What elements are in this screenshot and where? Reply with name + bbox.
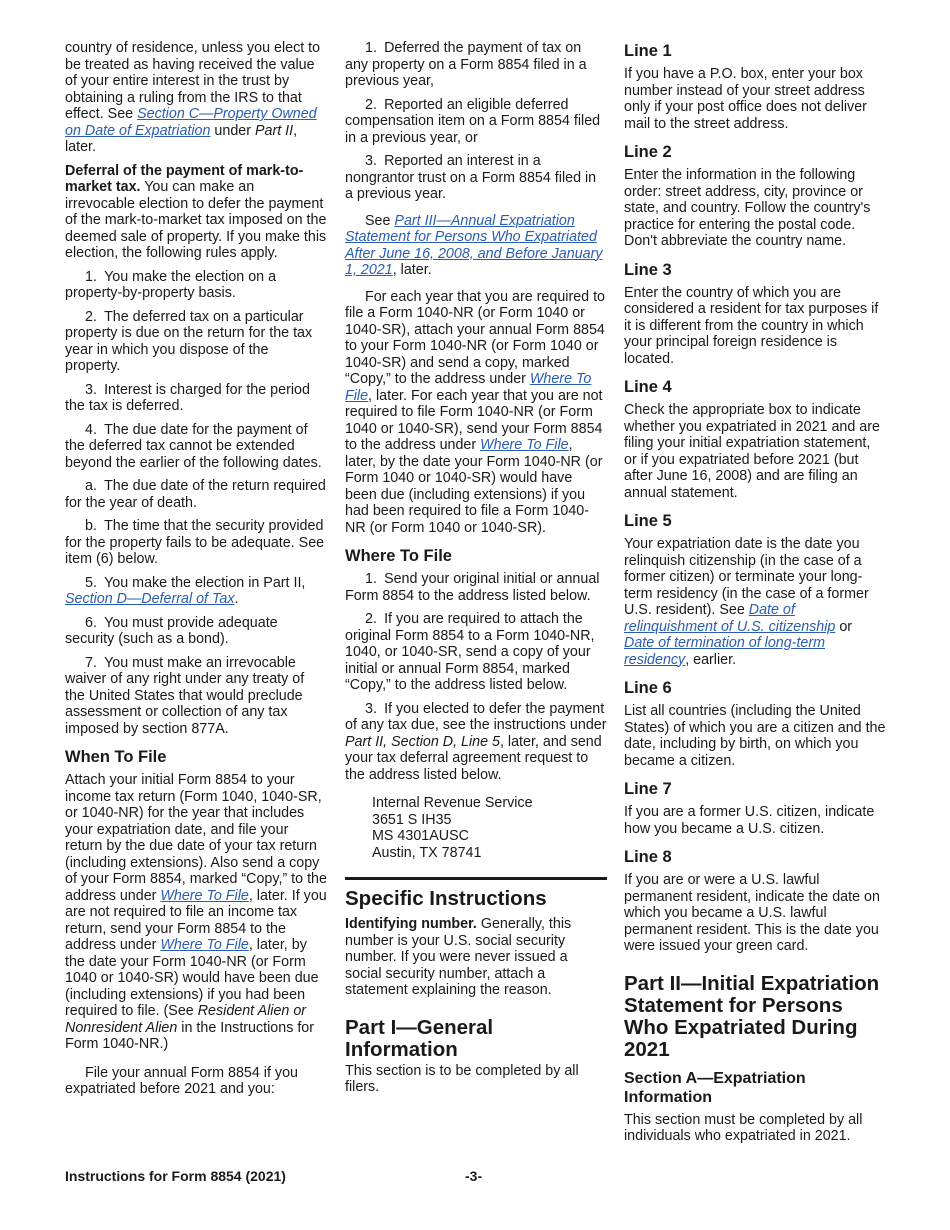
heading-section-a: Section A—Expatriation Information: [624, 1069, 806, 1106]
link-date-relinquishment[interactable]: Date of relinquishment of U.S. citizenship: [624, 602, 836, 635]
paragraph-line-6: List all countries (including the United States) of which you are a citizen and the date, including by birth, on which you became a citizen.: [624, 703, 886, 769]
deferral-rule-4: 4. The due date for the payment of the deferred tax cannot be extended beyond the earlier of the following dates.: [65, 421, 322, 471]
paragraph-each-year: For each year that you are required to file a Form 1040-NR (or Form 1040 or 1040-SR), attach your annual Form 8854 to your Form 1040-NR (or Form 1040 or 1040-SR) and send a copy, marked “Copy,” to the address under Where To File, later. For each year that you are not required to file Form 1040-NR (or Form 1040 or 1040-SR), send your Form 8854 to the address under Where To File, later, by the date your Form 1040-NR (or Form 1040 or 1040-SR) would have been due (including extensions) if you had been required to file a Form 1040-NR (or Form 1040 or 1040-SR).: [345, 288, 606, 536]
heading-part-i: Part I—General Information: [345, 1015, 494, 1061]
paragraph-annual-form: File your annual Form 8854 if you expatriated before 2021 and you:: [65, 1064, 298, 1097]
address-line: Internal Revenue Service: [372, 795, 533, 811]
deferral-rule-7: 7. You must make an irrevocable waiver of any right under any treaty of the United States that would preclude assessment or collection of any tax imposed by section 877A.: [65, 654, 305, 737]
paragraph-trust-election: country of residence, unless you elect to be treated as having received the value of your entire interest in the trust by obtaining a ruling from the IRS to that effect. See Section C—Property Owned on Date of Expatriation under Part II, later.: [65, 40, 321, 155]
paragraph-line-3: Enter the country of which you are considered a resident for tax purposes if it is different from the country in which your principal foreign residence is located.: [624, 284, 879, 367]
page-number: -3-: [465, 1168, 483, 1184]
heading-line-2: Line 2: [624, 143, 672, 161]
link-where-to-file[interactable]: Where To File: [160, 887, 249, 904]
paragraph-see-part-iii: See Part III—Annual Expatriation Statement for Persons Who Expatriated After June 16, 2008, and Before January 1, 2021, later.: [345, 212, 603, 278]
link-section-d[interactable]: Section D—Deferral of Tax: [65, 591, 235, 607]
where-item-2: 2. If you are required to attach the original Form 8854 to a Form 1040-NR, 1040, or 1040-SR, send a copy of your initial or annual Form 8854, marked “Copy,” to the address listed below.: [345, 611, 595, 693]
paragraph-line-7: If you are a former U.S. citizen, indicate how you became a U.S. citizen.: [624, 804, 875, 837]
paragraph-part-i: This section is to be completed by all filers.: [345, 1062, 579, 1095]
where-item-3: 3. If you elected to defer the payment of any tax due, see the instructions under Part II, Section D, Line 5, later, and send your tax deferral agreement request to the address listed below.: [345, 700, 607, 783]
link-section-c[interactable]: Section C—Property Owned on Date of Expatriation: [65, 106, 317, 139]
link-where-to-file[interactable]: Where To File: [345, 371, 592, 404]
heading-where-to-file: Where To File: [345, 547, 452, 565]
deferral-run-in-heading: Deferral of the payment of mark-to-market tax.: [65, 162, 304, 195]
annual-item-3: 3. Reported an interest in a nongrantor trust on a Form 8854 filed in a previous year.: [345, 153, 597, 202]
column-3: [624, 40, 886, 1152]
address-line: MS 4301AUSC: [372, 828, 469, 844]
link-where-to-file[interactable]: Where To File: [480, 437, 569, 453]
paragraph-line-2: Enter the information in the following order: street address, city, province or state, and country. Follow the country's practice for entering the postal code. Don't abbreviate the country name.: [624, 167, 871, 249]
paragraph-section-a: This section must be completed by all individuals who expatriated in 2021.: [624, 1111, 863, 1144]
deferral-rule-3: 3. Interest is charged for the period the tax is deferred.: [65, 381, 310, 414]
link-where-to-file[interactable]: Where To File: [160, 937, 249, 953]
link-part-iii[interactable]: Part III—Annual Expatriation Statement for Persons Who Expatriated After June 16, 2008, and Before January 1, 2021: [345, 212, 603, 278]
address-line: Austin, TX 78741: [372, 844, 482, 861]
deferral-rule-1: 1. You make the election on a property-by-property basis.: [65, 268, 277, 301]
heading-line-6: Line 6: [624, 679, 672, 697]
annual-item-1: 1. Deferred the payment of tax on any property on a Form 8854 filed in a previous year,: [345, 40, 587, 89]
paragraph-deferral: Deferral of the payment of mark-to-market tax. You can make an irrevocable election to defer the payment of the mark-to-market tax imposed on the deemed sale of property. If you make this election, the following rules apply.: [65, 162, 327, 261]
heading-line-3: Line 3: [624, 260, 672, 279]
column-2: [345, 40, 607, 1103]
deferral-rule-4a: a. The due date of the return required for the year of death.: [65, 478, 326, 511]
annual-item-2: 2. Reported an eligible deferred compensation item on a Form 8854 filed in a previous year, or: [345, 96, 601, 146]
footer-form-title: Instructions for Form 8854 (2021): [65, 1168, 286, 1184]
heading-specific-instructions: Specific Instructions: [345, 877, 607, 910]
paragraph-line-8: If you are or were a U.S. lawful permanent resident, indicate the date on which you became a U.S. lawful permanent resident. This is the date you were issued your green card.: [624, 872, 880, 954]
deferral-rule-5: 5. You make the election in Part II, Section D—Deferral of Tax.: [65, 574, 306, 607]
address-line: 3651 S IH35: [372, 811, 452, 828]
heading-when-to-file: When To File: [65, 748, 167, 766]
heading-line-7: Line 7: [624, 780, 672, 798]
paragraph-line-4: Check the appropriate box to indicate whether you expatriated in 2021 and are filing your initial expatriation statement, or if you expatriated before 2021 (but after June 16, 2008) and are filing an annual statement.: [624, 402, 880, 501]
deferral-rule-4b: b. The time that the security provided for the property fails to be adequate. See item (6) below.: [65, 518, 325, 567]
link-date-termination[interactable]: Date of termination of long-term residency: [624, 635, 826, 668]
deferral-rule-6: 6. You must provide adequate security (such as a bond).: [65, 614, 278, 647]
heading-line-8: Line 8: [624, 848, 672, 866]
column-1: [65, 40, 327, 1105]
where-item-1: 1. Send your original initial or annual Form 8854 to the address listed below.: [345, 571, 600, 604]
heading-line-1: Line 1: [624, 42, 672, 60]
heading-part-ii: Part II—Initial Expatriation Statement for Persons Who Expatriated During 2021: [624, 971, 880, 1061]
paragraph-line-5: Your expatriation date is the date you relinquish citizenship (in the case of a former citizen) or terminate your long-term residency (in the case of a former U.S. resident). See Date of relinquishment of U.S. citizenship or Date of termination of long-term residency, earlier.: [624, 536, 869, 668]
irs-address: [345, 795, 607, 861]
paragraph-line-1: If you have a P.O. box, enter your box number instead of your street address only if your post office does not deliver mail to the street address.: [624, 66, 867, 132]
paragraph-identifying-number: Identifying number. Generally, this number is your U.S. social security number. If you were never issued a social security number, attach a statement explaining the reason.: [345, 916, 572, 998]
deferral-rule-2: 2. The deferred tax on a particular property is due on the return for the tax year in which you dispose of the property.: [65, 308, 313, 374]
heading-line-4: Line 4: [624, 378, 672, 396]
paragraph-when-to-file: Attach your initial Form 8854 to your income tax return (Form 1040, 1040-SR, or 1040-NR) for the year that includes your expatriation date, and file your return by the due date of your tax return (including extensions). Also send a copy of your Form 8854, marked “Copy,” to the address under Where To File, later. If you are not required to file an income tax return, send your Form 8854 to the address under Where To File, later, by the date your Form 1040-NR (or Form 1040 or 1040-SR) would have been due (including extensions) if you had been required to file. (See Resident Alien or Nonresident Alien in the Instructions for Form 1040-NR.): [65, 772, 327, 1052]
heading-line-5: Line 5: [624, 512, 672, 530]
